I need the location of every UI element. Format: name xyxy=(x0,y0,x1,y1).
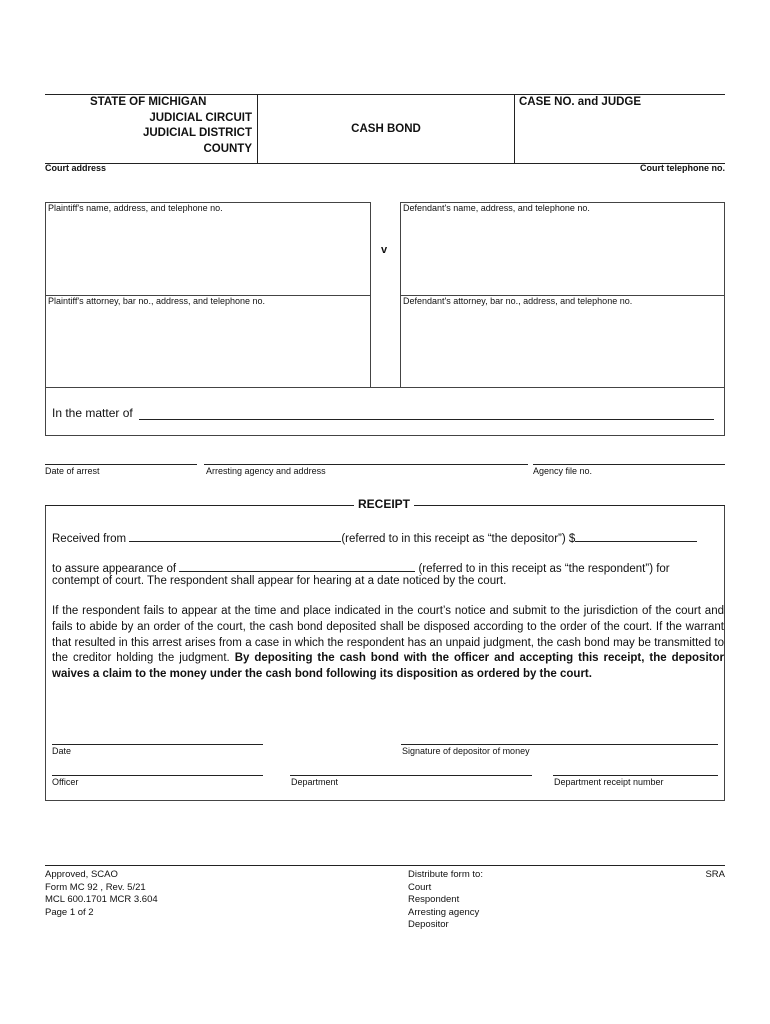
plaintiff-label: Plaintiff's name, address, and telephone no. xyxy=(48,203,223,213)
plaintiff-attorney-label: Plaintiff's attorney, bar no., address, and telephone no. xyxy=(48,296,266,306)
defendant-attorney-label: Defendant's attorney, bar no., address, and telephone no. xyxy=(403,296,633,306)
department-label: Department xyxy=(291,777,339,787)
footer-approved: Approved, SCAO xyxy=(45,869,118,880)
receipt-date-label: Date xyxy=(52,746,72,756)
disposition-paragraph xyxy=(52,604,724,683)
agency-file-label: Agency file no. xyxy=(533,466,593,476)
arresting-agency-line[interactable] xyxy=(204,464,528,465)
distribute-agency: Arresting agency xyxy=(408,906,480,918)
court-phone-label: Court telephone no. xyxy=(640,163,725,173)
assure-label: to assure appearance of xyxy=(52,563,177,575)
receipt-rule-right xyxy=(414,505,725,506)
receipt-heading: RECEIPT xyxy=(357,497,410,511)
depositor-ref-label: (referred to in this receipt as “the depositor”) $ xyxy=(341,533,576,545)
footer-approval-block xyxy=(45,869,158,919)
matter-box xyxy=(45,387,725,436)
header-bottom-rule xyxy=(45,163,725,164)
officer-line[interactable] xyxy=(52,775,263,776)
agency-file-line[interactable] xyxy=(533,464,725,465)
footer-statute: MCL 600.1701 MCR 3.604 xyxy=(45,894,158,905)
depositor-name-field[interactable] xyxy=(129,529,341,542)
footer-rule xyxy=(45,865,725,866)
receipt-rule-left xyxy=(45,505,354,506)
arrest-date-line[interactable] xyxy=(45,464,197,465)
distribute-depositor: Depositor xyxy=(408,919,449,930)
department-line[interactable] xyxy=(290,775,532,776)
footer-code: SRA xyxy=(705,869,725,880)
matter-input-line[interactable] xyxy=(139,419,714,420)
header-divider-right xyxy=(514,94,515,163)
date-signature-line[interactable] xyxy=(52,744,263,745)
bond-amount-field[interactable] xyxy=(575,529,697,542)
depositor-signature-line[interactable] xyxy=(401,744,718,745)
arrest-date-label: Date of arrest xyxy=(45,466,100,476)
depositor-signature-label: Signature of depositor of money xyxy=(402,746,530,756)
dept-receipt-line[interactable] xyxy=(553,775,718,776)
distribute-heading: Distribute form to: xyxy=(408,869,483,880)
received-from-line xyxy=(52,529,724,548)
footer-page: Page 1 of 2 xyxy=(45,906,94,918)
defendant-label: Defendant's name, address, and telephone no. xyxy=(403,203,590,213)
received-from-label: Received from xyxy=(52,533,127,545)
court-line-county: COUNTY xyxy=(203,142,252,155)
distribute-respondent: Respondent xyxy=(408,894,460,905)
disposition-text: If the respondent fails to appear at the time and place indicated in the court’s notice and submit to the jurisdiction of the court and fails to abide by an order of the court, the cash bond deposited shall be disposed according to the order of the court. If the warrant that resulted in this arrest arises from a case in which the respondent has an unpaid judgment, the cash bond may be transmitted to the creditor holding the judgment. xyxy=(52,605,724,665)
court-line-circuit: JUDICIAL CIRCUIT xyxy=(149,111,252,124)
court-address-label: Court address xyxy=(45,163,107,173)
court-line-district: JUDICIAL DISTRICT xyxy=(142,127,252,139)
officer-label: Officer xyxy=(52,777,79,787)
respondent-ref-label: (referred to in this receipt as “the respondent”) for xyxy=(418,563,670,575)
arresting-agency-label: Arresting agency and address xyxy=(206,466,326,476)
dept-receipt-label: Department receipt number xyxy=(554,777,664,787)
footer-distribution-block xyxy=(408,869,483,932)
distribute-court: Court xyxy=(408,881,432,893)
court-name-block xyxy=(60,95,252,157)
versus-label: v xyxy=(381,244,388,256)
footer-form-number: Form MC 92 , Rev. 5/21 xyxy=(45,881,146,893)
case-number-label: CASE NO. and JUDGE xyxy=(519,96,642,108)
waiver-text: By depositing the cash bond with the officer and accepting this receipt, the depositor waives a claim to the money under the cash bond following its disposition as ordered by the court. xyxy=(52,652,724,681)
court-line-state: STATE OF MICHIGAN xyxy=(90,96,207,108)
form-title: CASH BOND xyxy=(351,123,421,135)
matter-label: In the matter of xyxy=(52,406,133,420)
respondent-name-field[interactable] xyxy=(179,559,415,572)
contempt-text: contempt of court. The respondent shall appear for hearing at a date noticed by the court. xyxy=(52,575,507,587)
